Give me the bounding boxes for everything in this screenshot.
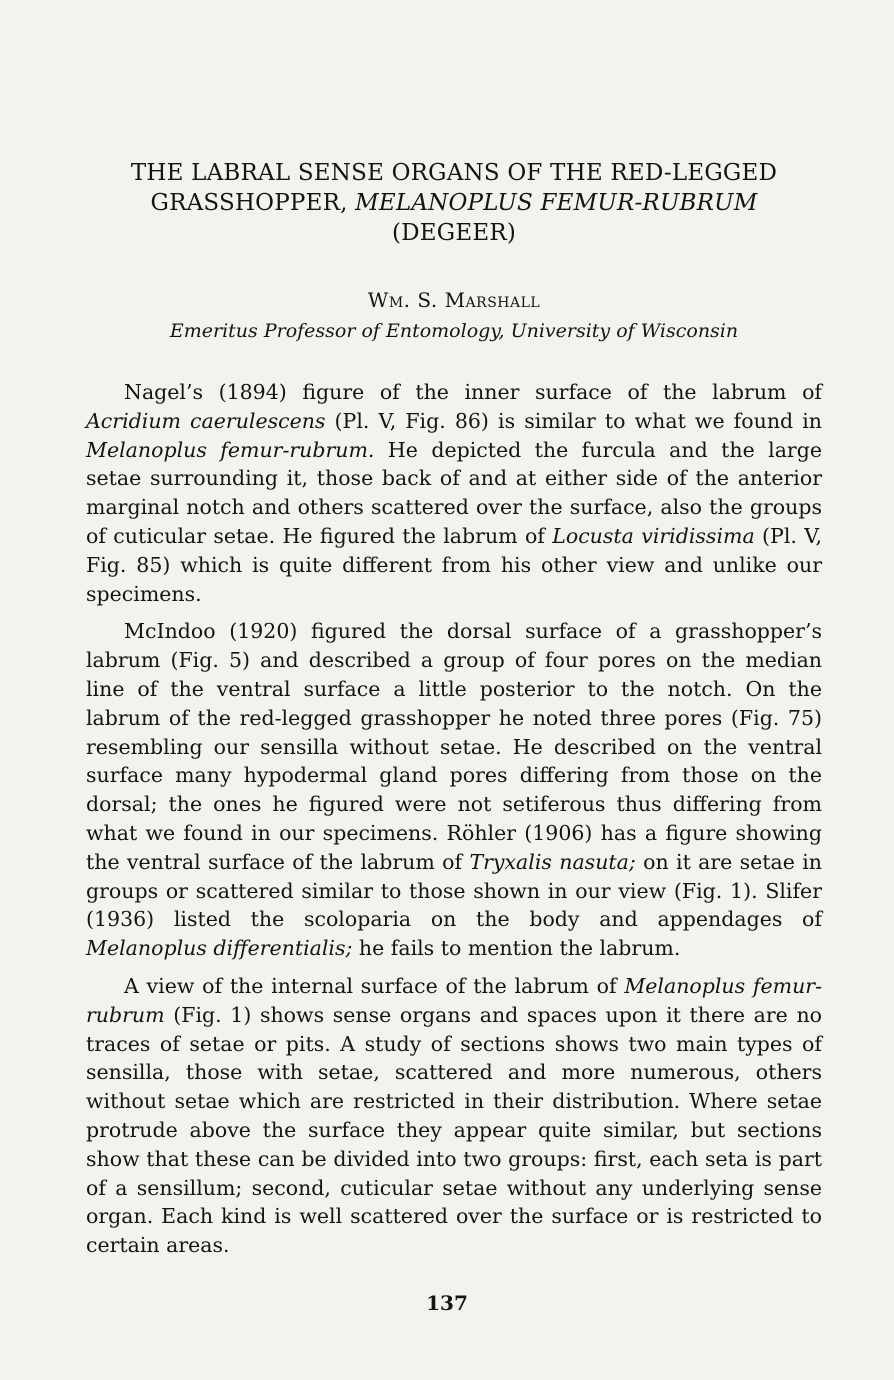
species-name: Melanoplus differentialis;	[86, 936, 353, 961]
paragraph	[86, 972, 822, 1260]
species-name: Melanoplus femur-rubrum	[86, 973, 823, 1027]
species-name: Melanoplus femur-rubrum.	[86, 437, 375, 462]
paragraph-text: on it are setae in groups or scattered similar to those shown in our view (Fig. 1). Slifer (1936) listed the scoloparia on the body and appendages of	[86, 849, 822, 932]
title-line-3: (DEGEER)	[391, 220, 517, 246]
author-name	[86, 288, 822, 312]
author-affiliation: Emeritus Professor of Entomology, University of Wisconsin	[169, 320, 739, 342]
paragraph	[86, 617, 822, 963]
article-title	[86, 158, 822, 248]
paragraph-text: (Fig. 1) shows sense organs and spaces upon it there are no traces of setae or pits. A study of sections shows two main types of sensilla, those with setae, scattered and more numerous, others without setae which are restricted in their distribution. Where setae protrude above the surface they appear quite similar, but sections show that these can be divided into two groups: first, each seta is part of a sensillum; second, cuticular setae without any underlying sense organ. Each kind is well scattered over the surface or is restricted to certain areas.	[86, 1002, 822, 1258]
title-line-2-prefix: GRASSHOPPER,	[150, 190, 356, 216]
paragraph-text: (Pl. V, Fig. 85) which is quite different from his other view and unlike our specimens.	[86, 523, 822, 606]
paragraph-text: Nagel’s (1894) figure of the inner surface of the labrum of	[124, 380, 822, 404]
article-body	[86, 378, 822, 1260]
paragraph-text: (Pl. V, Fig. 86) is similar to what we found in	[325, 408, 822, 433]
title-line-1: THE LABRAL SENSE ORGANS OF THE RED-LEGGED	[130, 160, 778, 186]
species-name: Locusta viridissima	[552, 523, 755, 548]
paragraph-text: McIndoo (1920) figured the dorsal surface of a grasshopper’s labrum (Fig. 5) and described a group of four pores on the median line of the ventral surface a little posterior to the notch. On the labrum of the red-legged grasshopper he noted three pores (Fig. 75) resembling our sensilla without setae. He described on the ventral surface many hypodermal gland pores differing from those on the dorsal; the ones he figured were not setiferous thus differing from what we found in our specimens. Röhler (1906) has a figure showing the ventral surface of the labrum of	[86, 619, 822, 874]
page-number: 137	[426, 1291, 468, 1315]
species-name: Tryxalis nasuta;	[469, 849, 636, 874]
species-name: Acridium caerulescens	[86, 408, 326, 433]
paragraph-text: he fails to mention the labrum.	[352, 936, 681, 961]
author-name-text: Wm. S. Marshall	[367, 288, 541, 312]
paragraph-text: A view of the internal surface of the labrum of	[124, 973, 625, 998]
paragraph-text: He depicted the furcula and the large setae surrounding it, those back of and at either side of the anterior marginal notch and others scattered over the surface, also the groups of cuticular setae. He figured the labrum of	[86, 437, 822, 548]
article-page	[86, 158, 822, 1269]
title-line-2-species: MELANOPLUS FEMUR-RUBRUM	[355, 190, 758, 216]
paragraph	[86, 378, 822, 608]
